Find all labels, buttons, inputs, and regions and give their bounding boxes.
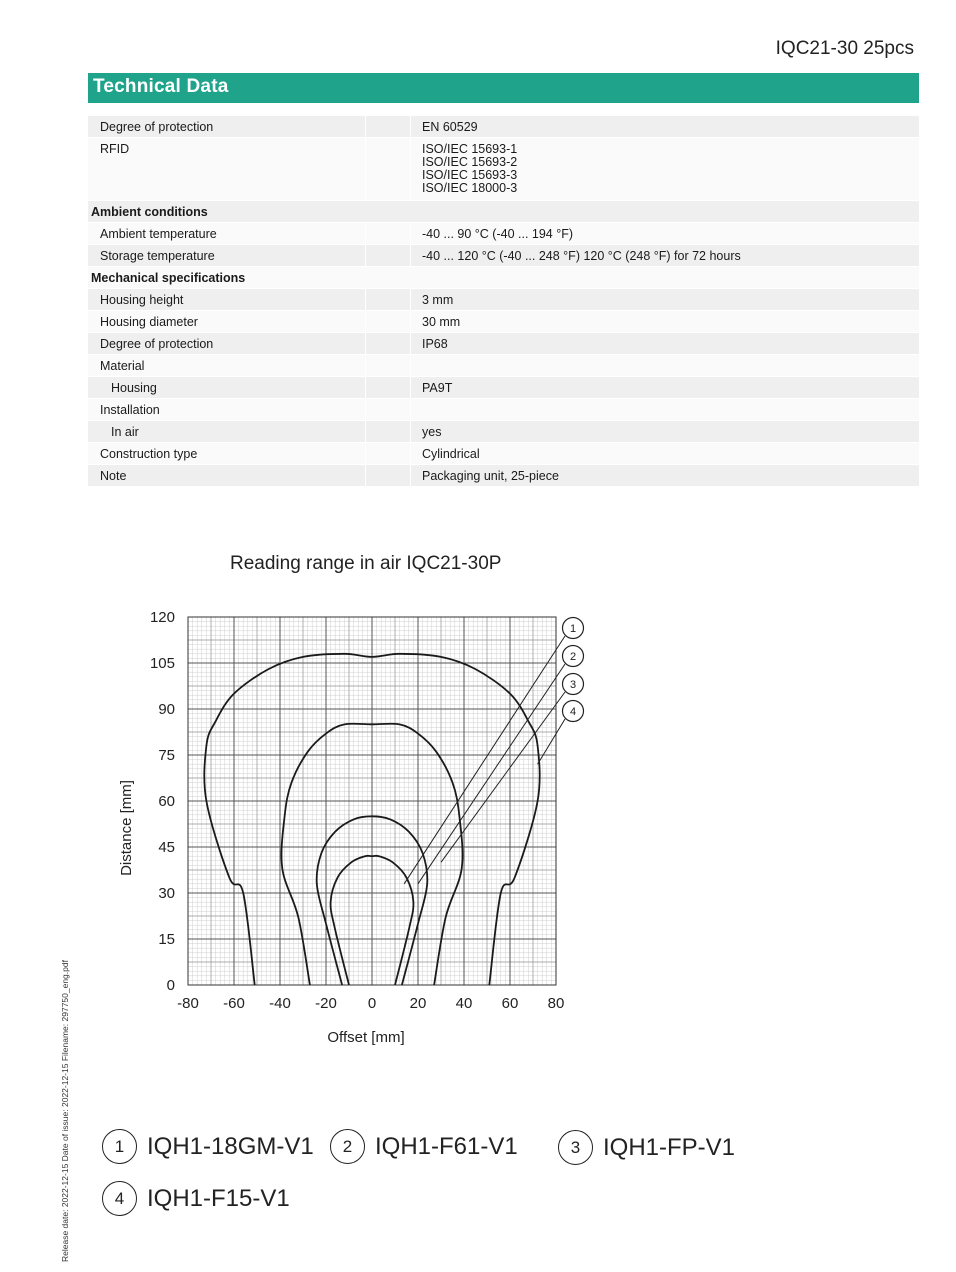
- x-tick-label: 80: [547, 995, 565, 1012]
- legend-item: [102, 1129, 314, 1164]
- spec-label: Storage temperature: [88, 245, 365, 266]
- spec-label: Note: [88, 465, 365, 486]
- legend-number: 2: [330, 1129, 365, 1164]
- spec-value: ISO/IEC 15693-1: [422, 142, 518, 156]
- table-row: [88, 333, 919, 355]
- table-row: [88, 138, 919, 201]
- table-row: [88, 116, 919, 138]
- spec-value: PA9T: [422, 381, 453, 395]
- table-row: [88, 289, 919, 311]
- x-tick-label: 0: [367, 995, 377, 1012]
- table-row: [88, 355, 919, 377]
- x-tick-label: 20: [409, 995, 427, 1012]
- spec-value: Packaging unit, 25-piece: [422, 469, 559, 483]
- legend-label: IQH1-FP-V1: [603, 1133, 736, 1161]
- y-tick-label: 30: [158, 885, 175, 902]
- spec-value: ISO/IEC 15693-2: [422, 155, 518, 169]
- spec-label: RFID: [88, 138, 365, 200]
- y-tick-label: 0: [166, 977, 175, 994]
- x-tick-label: 60: [501, 995, 519, 1012]
- y-axis-label: Distance [mm]: [118, 780, 135, 876]
- spec-value: 3 mm: [422, 293, 454, 307]
- legend-item: [330, 1129, 518, 1164]
- legend-item: [102, 1181, 290, 1216]
- callout-number: 2: [569, 651, 577, 663]
- table-row: [88, 311, 919, 333]
- section-title-banner: Technical Data: [88, 73, 919, 103]
- callout-number: 1: [569, 623, 577, 635]
- legend-label: IQH1-F15-V1: [147, 1184, 290, 1212]
- x-tick-label: -60: [223, 995, 245, 1012]
- y-tick-label: 90: [158, 701, 175, 718]
- x-tick-label: 40: [455, 995, 473, 1012]
- table-row: [88, 399, 919, 421]
- group-heading: Mechanical specifications: [88, 267, 919, 288]
- table-row: [88, 465, 919, 487]
- chart-title: Reading range in air IQC21-30P: [230, 553, 502, 574]
- reading-range-chart: [100, 600, 620, 1055]
- spec-value-list: [411, 138, 919, 200]
- y-tick-label: 120: [149, 609, 175, 626]
- y-tick-label: 60: [158, 793, 175, 810]
- legend-number: 4: [102, 1181, 137, 1216]
- release-info: Release date: 2022-12-15 Date of issue: 2022-12-15 Filename: 297750_eng.pdf: [60, 960, 70, 1262]
- x-axis-label: Offset [mm]: [327, 1029, 405, 1046]
- spec-value: EN 60529: [422, 120, 478, 134]
- spec-label: Ambient temperature: [88, 223, 365, 244]
- spec-value: -40 ... 90 °C (-40 ... 194 °F): [422, 227, 574, 241]
- table-row: [88, 377, 919, 399]
- spec-label: Housing diameter: [88, 311, 365, 332]
- spec-value: ISO/IEC 15693-3: [422, 168, 518, 182]
- table-row: [88, 421, 919, 443]
- spec-label: In air: [88, 421, 365, 442]
- spec-label: Construction type: [88, 443, 365, 464]
- table-group-header: [88, 201, 919, 223]
- table-group-header: [88, 267, 919, 289]
- legend-label: IQH1-F61-V1: [375, 1132, 518, 1160]
- table-row: [88, 443, 919, 465]
- y-tick-label: 105: [149, 655, 175, 672]
- spec-label: Housing: [88, 377, 365, 398]
- y-tick-label: 15: [158, 931, 175, 948]
- spec-label: Degree of protection: [88, 116, 365, 137]
- spec-value: Cylindrical: [422, 447, 480, 461]
- technical-data-table: [88, 116, 919, 487]
- y-tick-label: 45: [158, 839, 175, 856]
- x-tick-label: -20: [315, 995, 337, 1012]
- callout-number: 4: [569, 706, 577, 718]
- y-tick-label: 75: [158, 747, 175, 764]
- spec-label: Installation: [88, 399, 365, 420]
- table-row: [88, 223, 919, 245]
- table-row: [88, 245, 919, 267]
- spec-value: -40 ... 120 °C (-40 ... 248 °F) 120 °C (248 °F) for 72 hours: [422, 249, 741, 263]
- spec-label: Housing height: [88, 289, 365, 310]
- legend-item: [558, 1130, 735, 1165]
- spec-value: yes: [422, 425, 442, 439]
- legend-number: 3: [558, 1130, 593, 1165]
- spec-value: 30 mm: [422, 315, 461, 329]
- spec-value: ISO/IEC 18000-3: [422, 181, 518, 195]
- legend-number: 1: [102, 1129, 137, 1164]
- x-tick-label: -40: [269, 995, 291, 1012]
- legend-label: IQH1-18GM-V1: [147, 1132, 314, 1160]
- spec-label: Degree of protection: [88, 333, 365, 354]
- group-heading: Ambient conditions: [88, 201, 919, 222]
- x-tick-label: -80: [177, 995, 199, 1012]
- spec-label: Material: [88, 355, 365, 376]
- spec-value: IP68: [422, 337, 448, 351]
- callout-number: 3: [569, 679, 577, 691]
- document-title: IQC21-30 25pcs: [775, 38, 914, 59]
